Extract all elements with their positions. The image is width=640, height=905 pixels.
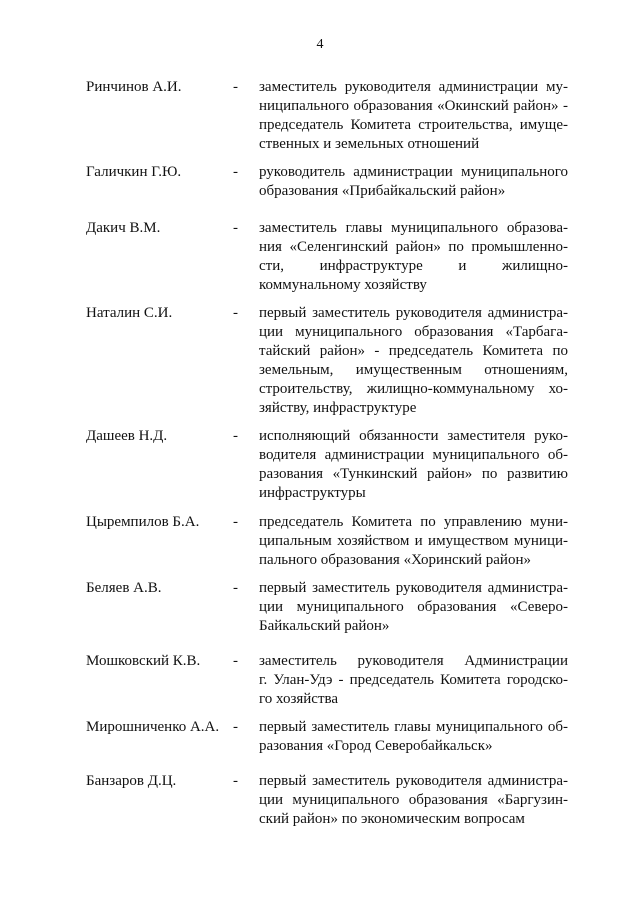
- separator-dash: -: [233, 580, 238, 596]
- description-line: председатель Комитета строительства, имуще-: [259, 117, 568, 133]
- description-line: заместитель руководителя администрации му-: [259, 79, 568, 95]
- description-line: ции муниципального образования «Северо-: [259, 599, 568, 615]
- description-line: разования «Тункинский район» по развитию: [259, 466, 568, 482]
- description-line: земельным, имущественным отношениям,: [259, 362, 568, 378]
- separator-dash: -: [233, 305, 238, 321]
- description-line: ский район» по экономическим вопросам: [259, 811, 525, 827]
- position-description: [259, 772, 568, 829]
- separator-dash: -: [233, 79, 238, 95]
- description-line: заместитель главы муниципального образова-: [259, 220, 568, 236]
- description-line: ственных и земельных отношений: [259, 136, 480, 152]
- description-line: го хозяйства: [259, 691, 339, 707]
- description-line: зяйству, инфраструктуре: [259, 400, 417, 416]
- separator-dash: -: [233, 220, 238, 236]
- position-description: [259, 219, 568, 295]
- position-description: [259, 513, 568, 570]
- person-name: Мирошниченко А.А.: [86, 719, 220, 735]
- description-line: Байкальский район»: [259, 618, 390, 634]
- separator-dash: -: [233, 719, 238, 735]
- position-description: [259, 427, 568, 503]
- description-line: председатель Комитета по управлению муни-: [259, 514, 568, 530]
- description-line: инфраструктуры: [259, 485, 366, 501]
- person-name: Мошковский К.В.: [86, 653, 201, 669]
- description-line: ниципального образования «Окинский район» -: [259, 98, 568, 114]
- person-name: Ринчинов А.И.: [86, 79, 182, 95]
- separator-dash: -: [233, 653, 238, 669]
- description-line: ципальным хозяйством и имуществом муници-: [259, 533, 568, 549]
- description-line: строительству, жилищно-коммунальному хо-: [259, 381, 568, 397]
- description-line: руководитель администрации муниципального: [259, 164, 568, 180]
- position-description: [259, 718, 568, 756]
- description-line: ции муниципального образования «Баргузин-: [259, 792, 568, 808]
- description-line: первый заместитель главы муниципального об-: [259, 719, 568, 735]
- person-name: Цыремпилов Б.А.: [86, 514, 200, 530]
- person-name: Наталин С.И.: [86, 305, 173, 321]
- separator-dash: -: [233, 773, 238, 789]
- person-name: Дакич В.М.: [86, 220, 161, 236]
- description-line: пального образования «Хоринский район»: [259, 552, 531, 568]
- position-description: [259, 304, 568, 418]
- description-line: коммунальному хозяйству: [259, 277, 427, 293]
- description-line: первый заместитель руководителя администра-: [259, 305, 568, 321]
- description-line: исполняющий обязанности заместителя руко-: [259, 428, 568, 444]
- position-description: [259, 652, 568, 709]
- description-line: сти, инфраструктуре и жилищно-: [259, 258, 568, 274]
- description-line: ции муниципального образования «Тарбага-: [259, 324, 568, 340]
- description-line: разования «Город Северобайкальск»: [259, 738, 493, 754]
- person-name: Галичкин Г.Ю.: [86, 164, 182, 180]
- description-line: водителя администрации муниципального об-: [259, 447, 568, 463]
- position-description: [259, 78, 568, 154]
- description-line: образования «Прибайкальский район»: [259, 183, 506, 199]
- description-line: тайский район» - председатель Комитета по: [259, 343, 568, 359]
- page-number: 4: [316, 37, 324, 52]
- description-line: заместитель руководителя Администрации: [259, 653, 568, 669]
- description-line: г. Улан-Удэ - председатель Комитета городско-: [259, 672, 568, 688]
- person-name: Беляев А.В.: [86, 580, 162, 596]
- person-name: Банзаров Д.Ц.: [86, 773, 177, 789]
- separator-dash: -: [233, 428, 238, 444]
- person-name: Дашеев Н.Д.: [86, 428, 168, 444]
- separator-dash: -: [233, 164, 238, 180]
- position-description: [259, 579, 568, 636]
- description-line: первый заместитель руководителя администра-: [259, 580, 568, 596]
- description-line: первый заместитель руководителя администра-: [259, 773, 568, 789]
- separator-dash: -: [233, 514, 238, 530]
- position-description: [259, 163, 568, 201]
- description-line: ния «Селенгинский район» по промышленно-: [259, 239, 568, 255]
